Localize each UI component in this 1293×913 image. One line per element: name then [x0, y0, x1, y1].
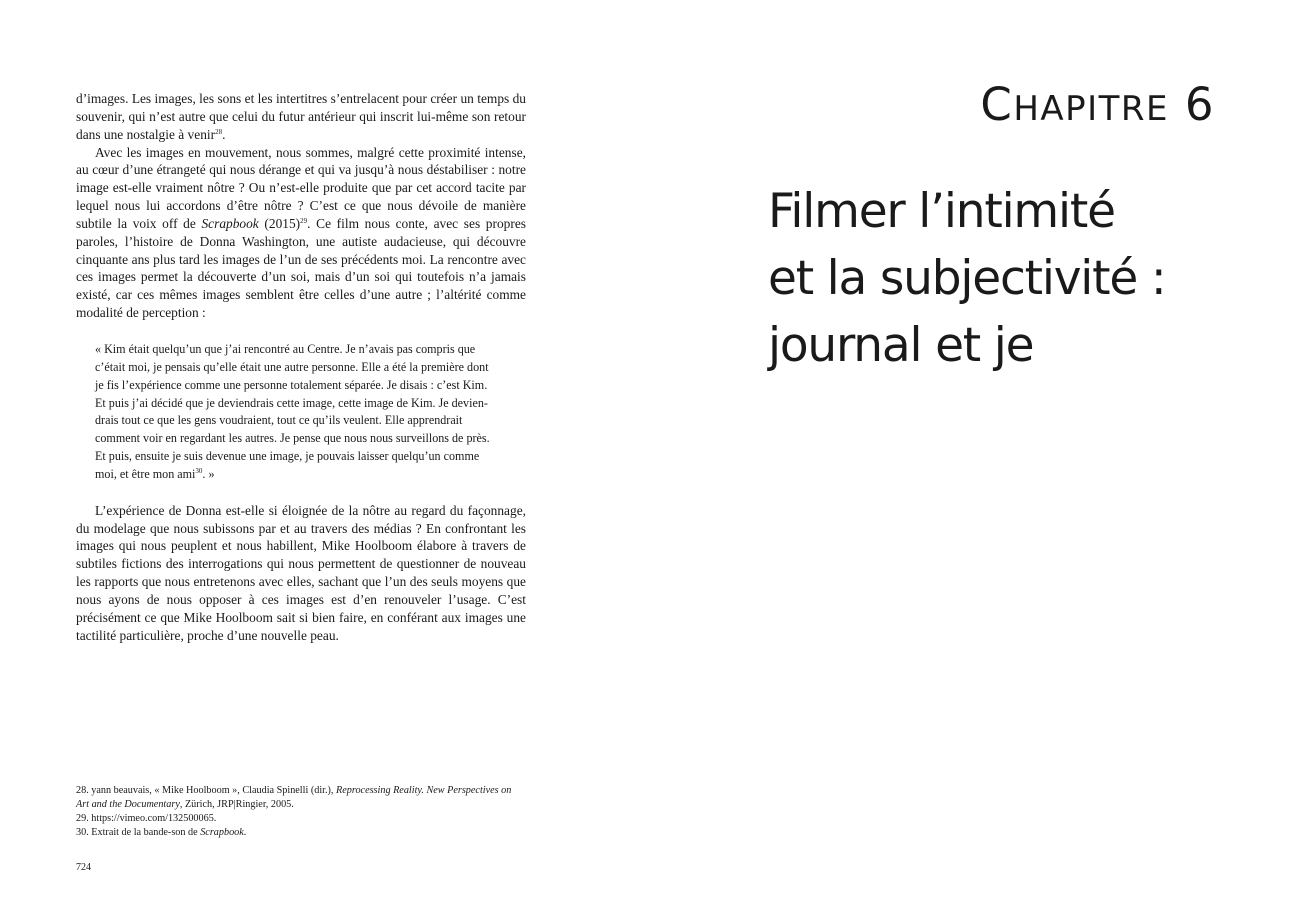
paragraph-1-end: . [222, 126, 226, 142]
paragraph-2-text-b: (2015) [258, 215, 301, 231]
chapter-title-line: Filmer l’intimité [768, 184, 1115, 239]
paragraph-2-text-c: . Ce film nous conte, avec ses propres paroles, l’histoire de Donna Washington, une autiste audacieuse, qui découvre cinquante ans plus tard les images de l’un de ses précédents moi. La rencontre avec ces images permet la découverte d’un soi, mais d’un soi qui toutefois n’a jamais existé, car ces mêmes images semblent être celles d’une autre ; l’altérité comme modalité de perception : [76, 215, 526, 321]
block-quote [95, 341, 507, 484]
quote-last-line [95, 466, 507, 484]
chapter-label [980, 78, 1215, 131]
footnote-ref-29: 29 [300, 216, 308, 225]
chapter-title-line: journal et je [768, 318, 1034, 373]
chapter-number: 6 [1184, 78, 1215, 131]
paragraph-1 [76, 90, 526, 144]
footnote-30 [76, 826, 526, 840]
quote-line: c’était moi, je pensais qu’elle était une autre personne. Elle a été la première dont [95, 359, 489, 374]
footnote-ref-30: 30 [195, 466, 203, 475]
footnote-30-text-a: 30. Extrait de la bande-son de [76, 827, 201, 838]
footnote-29: 29. https://vimeo.com/132500065. [76, 813, 217, 824]
right-page [646, 0, 1293, 913]
chapter-label-initial: C [980, 78, 1014, 131]
left-page [0, 0, 646, 913]
quote-last-text: moi, et être mon ami [95, 466, 196, 481]
footnote-28-text-a: 28. yann beauvais, « Mike Hoolboom », Claudia Spinelli (dir.), [76, 785, 337, 796]
paragraph-1-text: d’images. Les images, les sons et les intertitres s’entrelacent pour créer un temps du souvenir, qui n’est autre que celui du futur antérieur qui inscrit lui-même son retour dans une nostalgie à venir [76, 91, 526, 142]
footnotes [76, 784, 526, 840]
quote-line: comment voir en regardant les autres. Je pense que nous nous surveillons de près. [95, 431, 490, 446]
film-title-scrapbook: Scrapbook [201, 215, 259, 231]
paragraph-2-text-a: Avec les images en mouvement, nous sommes, malgré cette proximité intense, au cœur d’une étrangeté qui nous dérange et qui va jusqu’à nous déstabiliser : notre image est-elle vraiment nôtre ? Ou n’est-elle produite que par cet accord tacite par lequel nous lui accordons d’être nôtre ? C’est ce que nous dévoile de manière subtile la voix off de [76, 144, 526, 231]
page-number: 724 [76, 862, 91, 873]
paragraph-2 [76, 144, 526, 322]
body-text [76, 90, 526, 644]
chapter-label-rest: HAPITRE [1013, 89, 1170, 129]
quote-line: je fis l’expérience comme une personne totalement séparée. Je disais : c’est Kim. [95, 377, 488, 392]
quote-line: drais tout ce que les gens voudraient, tout ce qu’ils veulent. Elle apprendrait [95, 413, 463, 428]
footnote-30-film-title: Scrapbook [200, 827, 244, 838]
footnote-28-text-b: , Zürich, JRP|Ringier, 2005. [179, 799, 294, 810]
footnote-28-book-title: Reprocessing Reality. New Perspectives on Art and the Documentary [76, 785, 512, 810]
chapter-title [768, 178, 1166, 379]
paragraph-3: L’expérience de Donna est-elle si éloignée de la nôtre au regard du façonnage, du modelage que nous subissons par et au travers des médias ? En confrontant les images qui nous peuplent et nous habillent, Mike Hoolboom élabore à travers de subtiles fictions des interrogations qui nous permettent de questionner de nouveau les rapports que nous entretenons avec elles, sachant que l’un des seuls moyens que nous ayons de nous opposer à ces images est d’en renouveler l’usage. C’est précisément ce que Mike Hoolboom sait si bien faire, en conférant aux images une tactilité particulière, proche d’une nouvelle peau. [76, 502, 526, 643]
quote-line: Et puis, ensuite je suis devenue une image, je pouvais laisser quelqu’un comme [95, 449, 480, 464]
quote-line: « Kim était quelqu’un que j’ai rencontré au Centre. Je n’avais pas compris que [95, 341, 476, 356]
footnote-ref-28: 28 [215, 127, 223, 136]
chapter-title-line: et la subjectivité : [768, 251, 1166, 306]
quote-line: Et puis j’ai décidé que je deviendrais cette image, cette image de Kim. Je devien- [95, 395, 488, 410]
quote-end: . » [202, 466, 215, 481]
footnote-28 [76, 784, 526, 812]
footnote-30-text-b: . [243, 827, 247, 838]
